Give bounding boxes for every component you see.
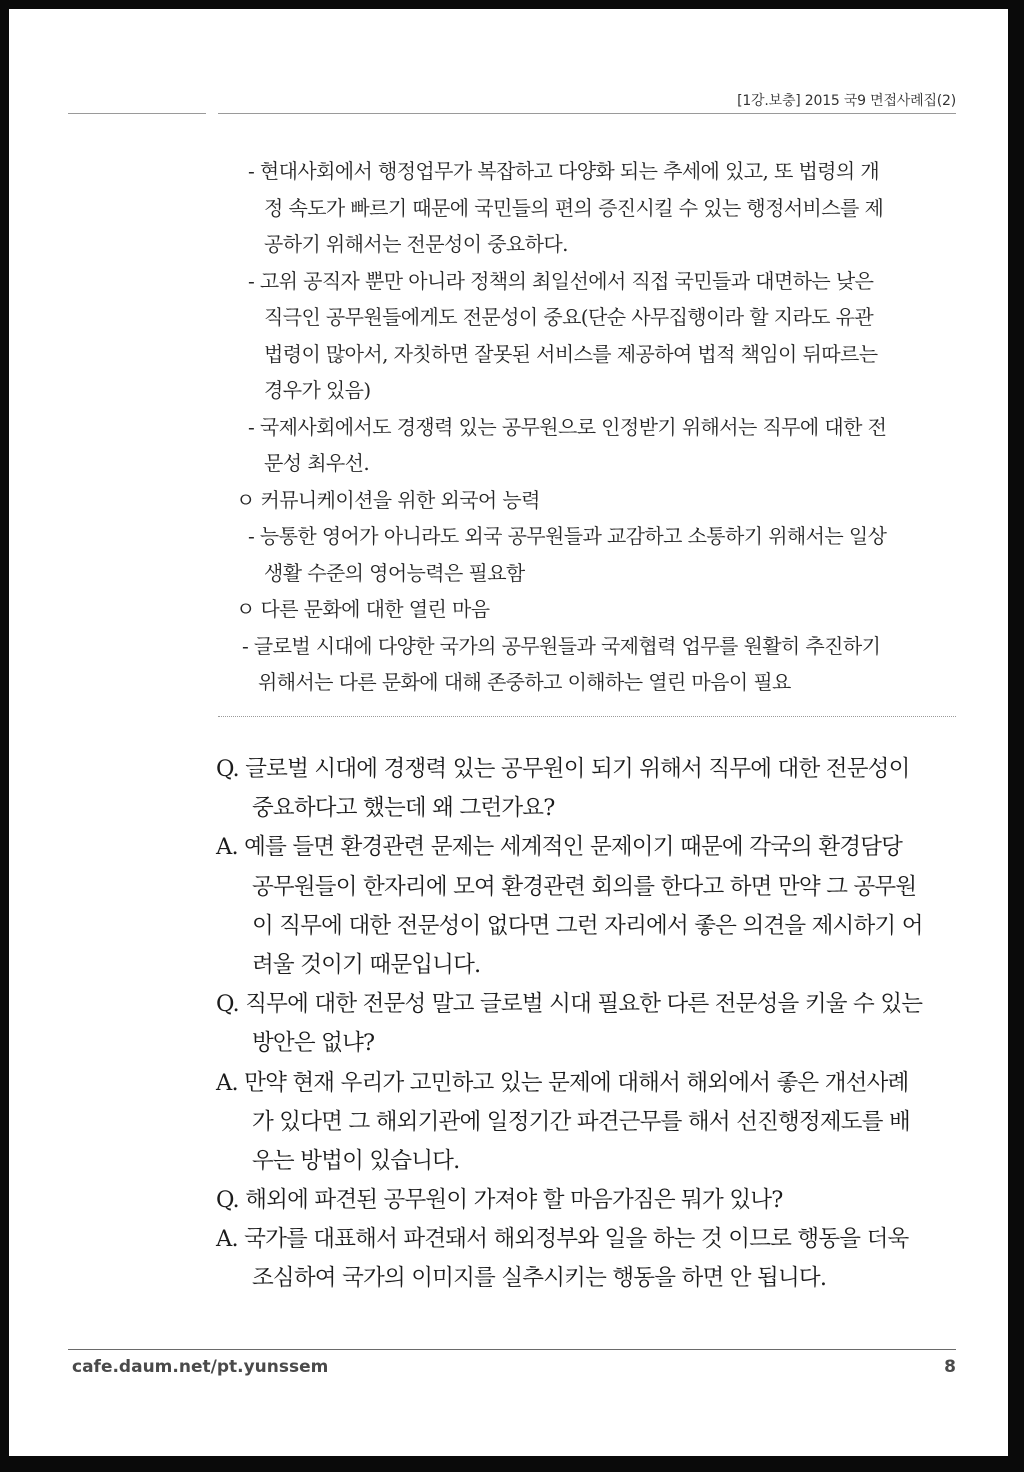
qa-line: A. 만약 현재 우리가 고민하고 있는 문제에 대해서 해외에서 좋은 개선사례 <box>216 1069 909 1096</box>
qa-line: Q. 해외에 파견된 공무원이 가져야 할 마음가짐은 뭐가 있나? <box>216 1187 783 1214</box>
answer-line: - 고위 공직자 뿐만 아니라 정책의 최일선에서 직접 국민들과 대면하는 낮은 <box>248 268 874 293</box>
answer-line: 공하기 위해서는 전문성이 중요하다. <box>264 232 568 256</box>
qa-line: Q. 글로벌 시대에 경쟁력 있는 공무원이 되기 위해서 직무에 대한 전문성이 <box>216 756 910 782</box>
answer-line: 문성 최우선. <box>264 451 370 475</box>
answer-line: 법령이 많아서, 자칫하면 잘못된 서비스를 제공하여 법적 책임이 뒤따르는 <box>264 341 878 366</box>
answer-line: - 현대사회에서 행정업무가 복잡하고 다양화 되는 추세에 있고, 또 법령의 개 <box>248 159 880 183</box>
running-header: [1강.보충] 2015 국9 면접사례집(2) <box>737 93 956 109</box>
qa-line: A. 국가를 대표해서 파견돼서 해외정부와 일을 하는 것 이므로 행동을 더욱 <box>216 1226 909 1253</box>
header-rule-left <box>68 113 206 114</box>
answer-line: 정 속도가 빠르기 때문에 국민들의 편의 증진시킬 수 있는 행정서비스를 제 <box>264 195 884 220</box>
qa-line: 조심하여 국가의 이미지를 실추시키는 행동을 하면 안 됩니다. <box>252 1265 827 1292</box>
answer-line: ㅇ 커뮤니케이션을 위한 외국어 능력 <box>236 487 540 512</box>
qa-line: A. 예를 들면 환경관련 문제는 세계적인 문제이기 때문에 각국의 환경담당 <box>216 834 903 861</box>
footer-url: cafe.daum.net/pt.yunssem <box>72 1357 329 1377</box>
answer-line: 위해서는 다른 문화에 대해 존중하고 이해하는 열린 마음이 필요 <box>258 670 791 694</box>
answer-line: 생활 수준의 영어능력은 필요함 <box>264 560 525 585</box>
qa-line: 방안은 없냐? <box>252 1030 375 1057</box>
footer-rule <box>68 1349 956 1350</box>
qa-line: 가 있다면 그 해외기관에 일정기간 파견근무를 해서 선진행정제도를 배 <box>252 1108 910 1135</box>
qa-line: Q. 직무에 대한 전문성 말고 글로벌 시대 필요한 다른 전문성을 키울 수 있는 <box>216 991 923 1018</box>
qa-line: 려울 것이기 때문입니다. <box>252 951 481 978</box>
dotted-divider <box>218 716 956 717</box>
qa-line: 공무원들이 한자리에 모여 환경관련 회의를 한다고 하면 만약 그 공무원 <box>252 873 917 900</box>
qa-line: 이 직무에 대한 전문성이 없다면 그런 자리에서 좋은 의견을 제시하기 어 <box>252 912 923 939</box>
page-number: 8 <box>944 1357 956 1377</box>
answer-line: - 국제사회에서도 경쟁력 있는 공무원으로 인정받기 위해서는 직무에 대한 전 <box>248 414 887 439</box>
header-rule-right <box>218 113 956 114</box>
interview-qa-block <box>216 750 956 1299</box>
qa-line: 우는 방법이 있습니다. <box>252 1147 460 1174</box>
answer-line: - 능통한 영어가 아니라도 외국 공무원들과 교감하고 소통하기 위해서는 일상 <box>248 524 887 548</box>
answer-line: 경우가 있음) <box>264 378 371 402</box>
answer-line: ㅇ 다른 문화에 대한 열린 마음 <box>236 597 490 621</box>
answer-detail-block <box>222 153 952 701</box>
answer-line: - 글로벌 시대에 다양한 국가의 공무원들과 국제협력 업무를 원활히 추진하기 <box>242 633 881 658</box>
answer-line: 직극인 공무원들에게도 전문성이 중요(단순 사무집행이라 할 지라도 유관 <box>264 305 874 329</box>
qa-line: 중요하다고 했는데 왜 그런가요? <box>252 795 555 822</box>
